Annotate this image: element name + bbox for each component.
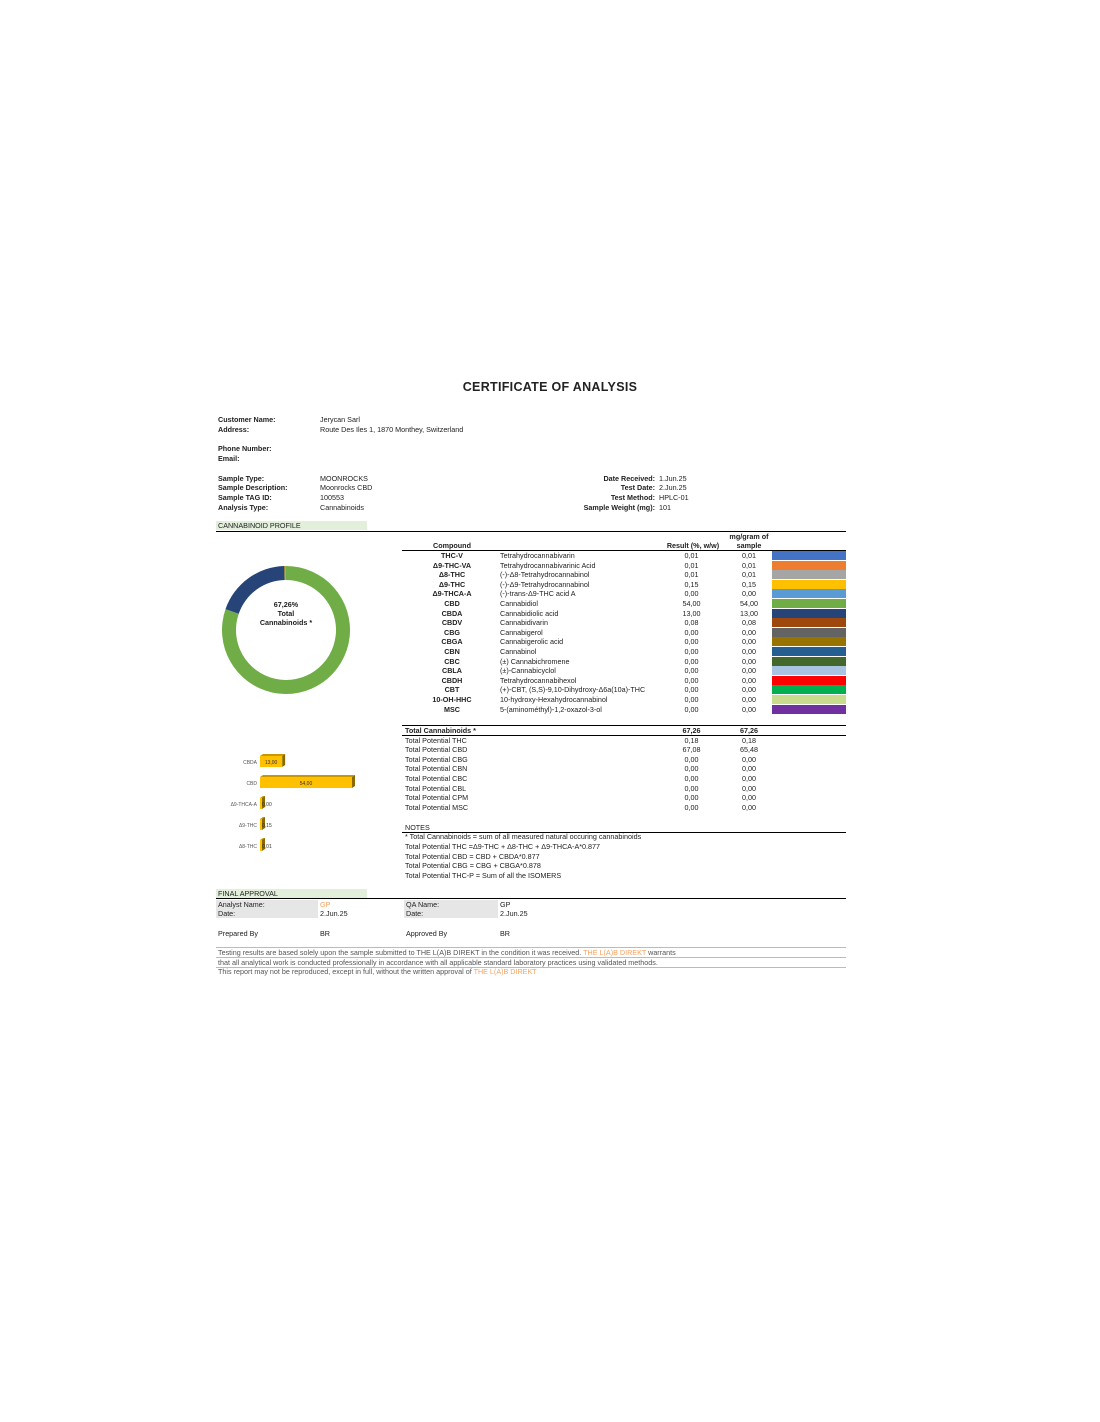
disclaimer-text: This report may not be reproduced, except in full, without the written approval of (218, 967, 474, 976)
disclaimer-line-2: that all analytical work is conducted professionally in accordance with all applicable standard laboratory practices using validated methods. (218, 958, 658, 967)
legend-swatch (772, 609, 846, 618)
legend-swatch (772, 570, 846, 579)
total-name: Total Potential CPM (405, 793, 469, 803)
total-name: Total Potential CBL (405, 783, 467, 793)
disclaimer-text: warrants (646, 948, 676, 957)
result-mg: 0,00 (742, 695, 756, 704)
legend-swatch (772, 657, 846, 666)
total-percent: 67,08 (682, 745, 701, 755)
result-percent: 54,00 (682, 599, 701, 608)
totals-row (405, 784, 846, 794)
total-mg: 0,00 (742, 754, 756, 764)
analyst-name: GP (320, 900, 331, 909)
result-mg: 0,08 (742, 618, 756, 628)
result-percent: 0,00 (684, 647, 699, 656)
donut-line2: Total (277, 609, 295, 618)
result-percent: 0,00 (684, 656, 699, 666)
prepared-by: BR (320, 929, 330, 938)
result-mg: 0,01 (742, 551, 756, 560)
total-mg: 65,48 (740, 745, 758, 755)
lab-name: THE L(A)B DIREKT (583, 948, 647, 957)
test-date: 2.Jun.25 (659, 483, 687, 492)
legend-swatch (772, 618, 846, 627)
table-row (402, 570, 846, 580)
sample-type: MOONROCKS (320, 474, 368, 483)
result-percent: 0,00 (684, 675, 699, 685)
totals-row (405, 793, 846, 803)
analysis-type-label: Analysis Type: (218, 503, 269, 512)
total-name: Total Potential CBD (405, 745, 468, 755)
total-percent: 0,00 (684, 783, 699, 793)
disclaimer-line-3 (218, 967, 537, 977)
bar-category-label: Δ8-THC (238, 844, 257, 850)
totals-row (405, 755, 846, 765)
compound-name: Cannabidiolic acid (500, 608, 559, 618)
prepared-by-label: Prepared By (218, 929, 258, 938)
legend-swatch (772, 580, 846, 589)
legend-swatch (772, 628, 846, 637)
customer-name-label: Customer Name: (218, 415, 276, 424)
bar-side-face (352, 775, 355, 788)
qa-date-label: Date: (404, 909, 498, 918)
total-name: Total Potential CBC (405, 774, 468, 783)
result-mg: 0,00 (742, 656, 756, 666)
qa-name: GP (500, 900, 511, 909)
test-date-label: Test Date: (620, 483, 655, 492)
result-mg: 0,00 (742, 589, 756, 599)
result-percent: 0,00 (684, 637, 699, 647)
result-percent: 0,00 (684, 627, 699, 637)
compound-name: Tetrahydrocannabihexol (500, 675, 577, 685)
total-mg: 0,18 (742, 735, 756, 745)
total-name: Total Potential MSC (405, 802, 469, 812)
result-mg: 0,00 (742, 637, 756, 647)
note-line: Total Potential THC-P = Sum of all the ISOMERS (405, 871, 562, 880)
note-line: Total Potential THC =Δ9-THC + Δ8-THC + Δ9-THCA-A*0.877 (405, 842, 601, 851)
compound-code: CBG (444, 627, 460, 637)
compound-code: CBDV (441, 618, 463, 628)
donut-value: 67,26% (273, 600, 299, 609)
legend-swatch (772, 666, 846, 675)
sample-tag: 100553 (320, 493, 344, 502)
address: Route Des Iles 1, 1870 Monthey, Switzerland (320, 425, 464, 434)
compound-code: 10-OH-HHC (432, 695, 472, 704)
result-percent: 0,00 (684, 695, 699, 704)
compound-name: Tetrahydrocannabivarin (500, 551, 575, 560)
result-percent: 0,01 (684, 570, 699, 580)
compound-code: CBLA (442, 666, 462, 676)
col-mg-line2: sample (736, 541, 762, 550)
total-percent: 0,18 (684, 735, 699, 745)
notes-heading: NOTES (405, 823, 430, 832)
legend-swatch (772, 589, 846, 598)
total-name: Total Potential CBN (405, 764, 468, 774)
bar-top-face (260, 775, 355, 777)
bar-chart (216, 748, 386, 858)
compound-code: Δ9-THC-VA (432, 560, 472, 570)
compound-code: Δ9-THCA-A (432, 589, 472, 599)
compound-name: (±)-Cannabicyclol (500, 666, 556, 676)
compound-name: Cannabidivarin (500, 618, 548, 628)
totals-row (405, 764, 846, 774)
totals-row (405, 774, 846, 784)
compound-name: (-)-trans-Δ9-THC acid A (500, 589, 576, 599)
bar-value-label: 54,00 (299, 781, 313, 787)
total-mg: 0,00 (742, 774, 756, 783)
col-mg (722, 532, 776, 550)
compound-name: (±) Cannabichromene (500, 656, 570, 666)
table-row (402, 599, 846, 609)
bar-top-face (260, 754, 285, 756)
compound-code: Δ8-THC (438, 570, 466, 580)
bar-category-label: Δ9-THCA-A (230, 802, 257, 808)
analysis-type: Cannabinoids (320, 503, 364, 512)
sample-type-label: Sample Type: (218, 474, 265, 483)
total-mg: 0,00 (742, 783, 756, 793)
result-mg: 0,00 (742, 685, 756, 695)
phone-label: Phone Number: (218, 444, 272, 453)
total-mg: 67,26 (740, 726, 758, 735)
total-percent: 0,00 (684, 764, 699, 774)
result-mg: 0,00 (742, 666, 756, 676)
divider (216, 898, 846, 899)
total-percent: 0,00 (684, 754, 699, 764)
result-percent: 13,00 (682, 608, 701, 618)
result-mg: 13,00 (740, 608, 758, 618)
legend-swatch (772, 599, 846, 608)
result-mg: 54,00 (740, 599, 758, 608)
table-row (402, 657, 846, 667)
compound-name: Cannabinol (500, 647, 537, 656)
compound-name: Tetrahydrocannabivarinic Acid (500, 560, 596, 570)
result-mg: 0,00 (742, 704, 756, 714)
date-received-label: Date Received: (603, 474, 655, 483)
sample-weight-label: Sample Weight (mg): (583, 503, 655, 512)
disclaimer-text: Testing results are based solely upon the sample submitted to THE L(A)B DIREKT in the condition it was received. (218, 948, 584, 957)
bar-value-label: 0,15 (262, 823, 272, 829)
note-line: Total Potential CBG = CBG + CBGA*0.878 (405, 861, 541, 870)
document-title: CERTIFICATE OF ANALYSIS (462, 380, 638, 394)
total-percent: 0,00 (684, 802, 699, 812)
bar-category-label: CBD (246, 781, 257, 787)
totals-row (405, 803, 846, 813)
table-row (402, 609, 846, 619)
compound-name: 10-hydroxy-Hexahydrocannabinol (500, 695, 608, 704)
compound-name: (-)-Δ9-Tetrahydrocannabinol (500, 579, 590, 589)
approved-by-label: Approved By (406, 929, 448, 938)
table-row (402, 647, 846, 657)
result-mg: 0,00 (742, 647, 756, 656)
approved-by: BR (500, 929, 510, 938)
compound-code: MSC (444, 704, 460, 714)
totals-row (405, 736, 846, 746)
table-row (402, 580, 846, 590)
result-mg: 0,01 (742, 560, 756, 570)
compound-code: Δ9-THC (438, 579, 466, 589)
compound-name: (+)-CBT, (S,S)-9,10-Dihydroxy-Δ6a(10a)-THC (500, 685, 646, 695)
donut-chart (216, 560, 356, 700)
bar-side-face (282, 754, 285, 767)
totals-row (405, 745, 846, 755)
table-row (402, 589, 846, 599)
total-mg: 0,00 (742, 764, 756, 774)
legend-swatch (772, 561, 846, 570)
bar-category-label: Δ9-THC (238, 823, 257, 829)
compound-code: CBN (444, 647, 460, 656)
result-percent: 0,00 (684, 685, 699, 695)
sample-description-label: Sample Description: (218, 483, 288, 492)
customer-name: Jerycan Sarl (320, 415, 360, 424)
table-row (402, 705, 846, 715)
compound-name: Cannabidiol (500, 599, 538, 608)
analyst-date-label: Date: (216, 909, 318, 918)
totals-divider (402, 735, 846, 736)
compound-name: Cannabigerolic acid (500, 637, 564, 647)
section-final-approval: FINAL APPROVAL (216, 889, 367, 898)
col-mg-line1: mg/gram of (729, 532, 769, 541)
table-row (402, 628, 846, 638)
qa-date: 2.Jun.25 (500, 909, 528, 918)
result-mg: 0,15 (742, 579, 756, 589)
legend-swatch (772, 637, 846, 646)
table-row (402, 695, 846, 705)
legend-swatch (772, 695, 846, 704)
col-result: Result (%, w/w) (666, 541, 720, 550)
compound-code: CBDA (441, 608, 463, 618)
result-percent: 0,00 (684, 589, 699, 599)
compound-code: THC-V (441, 551, 463, 560)
note-line: Total Potential CBD = CBD + CBDA*0.877 (405, 852, 540, 861)
bar-value-label: 13,00 (264, 760, 278, 766)
note-line: * Total Cannabinoids = sum of all measured natural occuring cannabinoids (405, 832, 642, 841)
total-mg: 0,00 (742, 802, 756, 812)
address-label: Address: (218, 425, 250, 434)
total-mg: 0,00 (742, 793, 756, 803)
legend-swatch (772, 705, 846, 714)
table-row (402, 676, 846, 686)
col-compound: Compound (433, 541, 471, 550)
result-percent: 0,08 (684, 618, 699, 628)
date-received: 1.Jun.25 (659, 474, 687, 483)
total-name: Total Cannabinoids * (405, 726, 476, 735)
compound-code: CBT (444, 685, 460, 695)
legend-swatch (772, 685, 846, 694)
compound-code: CBD (444, 599, 460, 608)
total-percent: 0,00 (684, 774, 699, 783)
donut-center-label (246, 600, 326, 627)
result-mg: 0,01 (742, 570, 756, 580)
compound-name: Cannabigerol (500, 627, 543, 637)
lab-name: THE L(A)B DIREKT (473, 967, 537, 976)
sample-weight: 101 (659, 503, 671, 512)
compound-code: CBGA (441, 637, 463, 647)
section-cannabinoid-profile: CANNABINOID PROFILE (216, 521, 367, 530)
total-percent: 0,00 (684, 793, 699, 803)
legend-swatch (772, 551, 846, 560)
total-name: Total Potential CBG (405, 754, 468, 764)
table-row (402, 666, 846, 676)
compound-name: (-)-Δ8-Tetrahydrocannabinol (500, 570, 590, 580)
total-name: Total Potential THC (405, 735, 467, 745)
result-mg: 0,00 (742, 627, 756, 637)
email-label: Email: (218, 454, 240, 463)
result-percent: 0,01 (684, 560, 699, 570)
table-row (402, 561, 846, 571)
legend-swatch (772, 647, 846, 656)
compound-code: CBC (444, 656, 460, 666)
result-percent: 0,15 (684, 579, 699, 589)
compound-code: CBDH (441, 675, 463, 685)
analyst-date: 2.Jun.25 (320, 909, 348, 918)
analyst-label: Analyst Name: (216, 900, 318, 909)
bar-value-label: 0,00 (262, 802, 272, 808)
result-percent: 0,00 (684, 666, 699, 676)
sample-description: Moonrocks CBD (320, 483, 373, 492)
qa-label: QA Name: (404, 900, 498, 909)
test-method: HPLC-01 (659, 493, 689, 502)
total-percent: 67,26 (682, 726, 701, 735)
table-row (402, 551, 846, 561)
bar-value-label: 0,01 (262, 844, 272, 850)
table-row (402, 618, 846, 628)
test-method-label: Test Method: (610, 493, 655, 502)
table-row (402, 685, 846, 695)
bar-category-label: CBDA (243, 760, 257, 766)
result-percent: 0,01 (684, 551, 699, 560)
sample-tag-label: Sample TAG ID: (218, 493, 272, 502)
table-row (402, 637, 846, 647)
compound-name: 5-(aminométhyl)-1,2-oxazol-3-ol (500, 704, 602, 714)
table-header (402, 532, 846, 550)
result-percent: 0,00 (684, 704, 699, 714)
result-mg: 0,00 (742, 675, 756, 685)
legend-swatch (772, 676, 846, 685)
donut-line3: Cannabinoids * (259, 618, 313, 627)
